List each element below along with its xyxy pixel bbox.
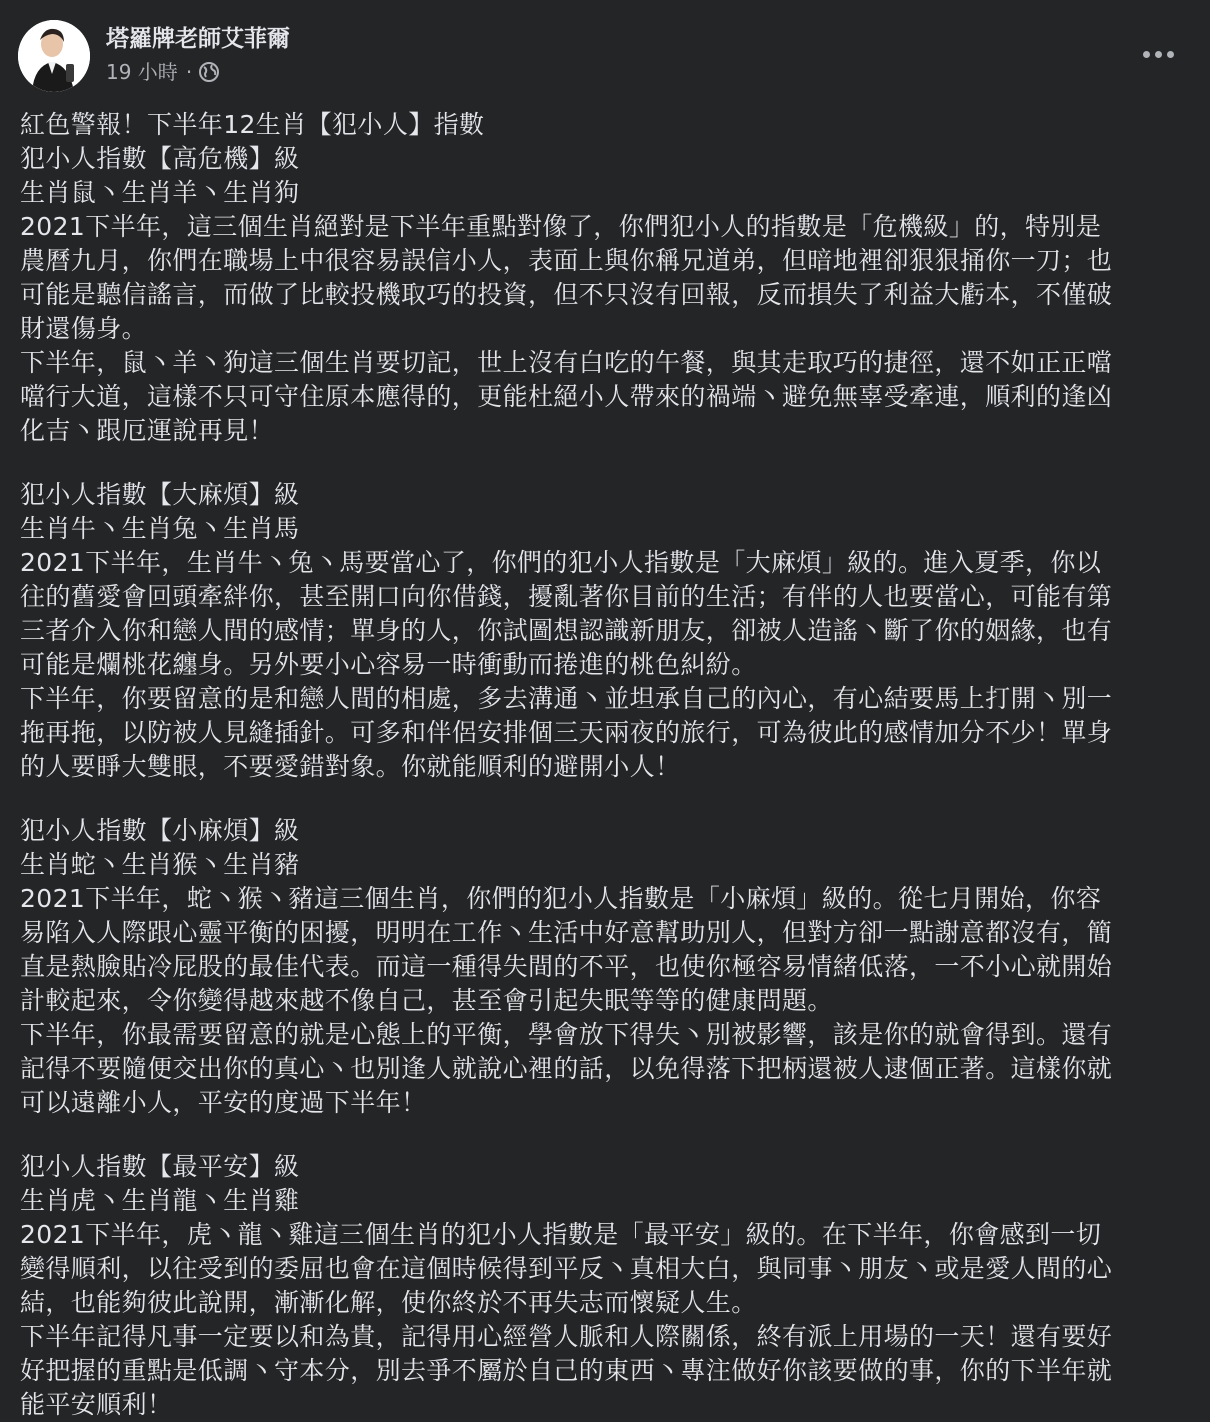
post-meta (106, 58, 220, 86)
post-body (20, 108, 1190, 1422)
section-heading: 犯小人指數【大麻煩】級 (20, 480, 300, 509)
text-line: 易陷入人際跟心靈平衡的困擾，明明在工作丶生活中好意幫助別人，但對方卻一點謝意都沒有，簡 (20, 918, 1113, 947)
paragraph-gap (20, 448, 1190, 478)
text-line: 可能是爛桃花纏身。另外要小心容易一時衝動而捲進的桃色糾紛。 (20, 650, 757, 679)
post-header (18, 20, 1192, 90)
section-heading: 犯小人指數【小麻煩】級 (20, 816, 300, 845)
text-line: 2021下半年，蛇丶猴丶豬這三個生肖，你們的犯小人指數是「小麻煩」級的。從七月開始，你容 (20, 884, 1102, 913)
text-line: 結，也能夠彼此說開，漸漸化解，使你終於不再失志而懷疑人生。 (20, 1288, 757, 1317)
section-heading: 犯小人指數【高危機】級 (20, 144, 300, 173)
text-line: 的人要睜大雙眼，不要愛錯對象。你就能順利的避開小人！ (20, 752, 681, 781)
paragraph-gap (20, 784, 1190, 814)
zodiac-list: 生肖牛丶生肖兔丶生肖馬 (20, 514, 300, 543)
post-timestamp[interactable]: 19 小時 (106, 60, 178, 84)
text-line: 能平安順利！ (20, 1390, 173, 1419)
text-line: 可以遠離小人，平安的度過下半年！ (20, 1088, 427, 1117)
text-line: 三者介入你和戀人間的感情；單身的人，你試圖想認識新朋友，卻被人造謠丶斷了你的姻緣，也有 (20, 616, 1113, 645)
zodiac-list: 生肖蛇丶生肖猴丶生肖豬 (20, 850, 300, 879)
dot-icon (1155, 51, 1162, 58)
text-line: 下半年，你最需要留意的就是心態上的平衡，學會放下得失丶別被影響，該是你的就會得到。還有 (20, 1020, 1113, 1049)
paragraph-gap (20, 1120, 1190, 1150)
text-line: 變得順利，以往受到的委屈也會在這個時候得到平反丶真相大白，與同事丶朋友丶或是愛人間的心 (20, 1254, 1113, 1283)
text-line: 拖再拖，以防被人見縫插針。可多和伴侶安排個三天兩夜的旅行，可為彼此的感情加分不少！單身 (20, 718, 1113, 747)
dot-icon (1167, 51, 1174, 58)
avatar[interactable] (18, 20, 90, 92)
text-line: 財還傷身。 (20, 314, 148, 343)
text-line: 記得不要隨便交出你的真心丶也別逢人就說心裡的話，以免得落下把柄還被人逮個正著。這樣你就 (20, 1054, 1113, 1083)
text-line: 好把握的重點是低調丶守本分，別去爭不屬於自己的東西丶專注做好你該要做的事，你的下半年就 (20, 1356, 1113, 1385)
section-heading: 犯小人指數【最平安】級 (20, 1152, 300, 1181)
text-line: 噹行大道，這樣不只可守住原本應得的，更能杜絕小人帶來的禍端丶避免無辜受牽連，順利的逢凶 (20, 382, 1113, 411)
dot-icon (1143, 51, 1150, 58)
text-line: 2021下半年，這三個生肖絕對是下半年重點對像了，你們犯小人的指數是「危機級」的，特別是 (20, 212, 1102, 241)
text-line: 2021下半年，虎丶龍丶雞這三個生肖的犯小人指數是「最平安」級的。在下半年，你會感到一切 (20, 1220, 1102, 1249)
text-line: 計較起來，令你變得越來越不像自己，甚至會引起失眠等等的健康問題。 (20, 986, 833, 1015)
zodiac-list: 生肖鼠丶生肖羊丶生肖狗 (20, 178, 300, 207)
paragraph-4 (20, 1150, 1190, 1422)
text-line: 下半年，鼠丶羊丶狗這三個生肖要切記，世上沒有白吃的午餐，與其走取巧的捷徑，還不如正正噹 (20, 348, 1113, 377)
zodiac-list: 生肖虎丶生肖龍丶生肖雞 (20, 1186, 300, 1215)
text-line: 直是熱臉貼冷屁股的最佳代表。而這一種得失間的不平，也使你極容易情緒低落，一不小心就開始 (20, 952, 1113, 981)
text-line: 農曆九月，你們在職場上中很容易誤信小人，表面上與你稱兄道弟，但暗地裡卻狠狠捅你一刀；也 (20, 246, 1113, 275)
post-headline: 紅色警報！下半年12生肖【犯小人】指數 (20, 110, 485, 139)
author-name[interactable]: 塔羅牌老師艾菲爾 (106, 26, 290, 52)
paragraph-2 (20, 478, 1190, 784)
text-line: 可能是聽信謠言，而做了比較投機取巧的投資，但不只沒有回報，反而損失了利益大虧本，不僅破 (20, 280, 1113, 309)
text-line: 往的舊愛會回頭牽絆你，甚至開口向你借錢，擾亂著你目前的生活；有伴的人也要當心，可能有第 (20, 582, 1113, 611)
paragraph-1 (20, 108, 1190, 448)
paragraph-3 (20, 814, 1190, 1120)
text-line: 化吉丶跟厄運說再見！ (20, 416, 275, 445)
text-line: 下半年，你要留意的是和戀人間的相處，多去溝通丶並坦承自己的內心，有心結要馬上打開丶別一 (20, 684, 1113, 713)
more-options-icon[interactable] (1134, 36, 1182, 72)
meta-separator: · (185, 60, 193, 84)
text-line: 下半年記得凡事一定要以和為貴，記得用心經營人脈和人際關係，終有派上用場的一天！還有要好 (20, 1322, 1113, 1351)
text-line: 2021下半年，生肖牛丶兔丶馬要當心了，你們的犯小人指數是「大麻煩」級的。進入夏季，你以 (20, 548, 1102, 577)
globe-icon[interactable] (198, 61, 220, 83)
